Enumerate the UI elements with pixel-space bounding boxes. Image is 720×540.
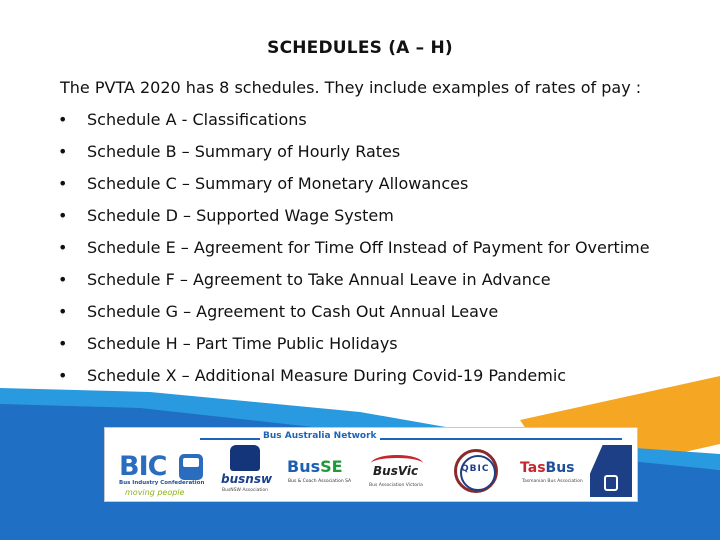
- bullet-icon: •: [58, 366, 68, 385]
- bullet-icon: •: [58, 270, 68, 289]
- list-item: [58, 138, 650, 170]
- banner-heading: [200, 432, 622, 443]
- busvic-logo-line: Bus Association Victoria: [369, 483, 423, 488]
- banner-heading-text: Bus Australia Network: [260, 431, 380, 441]
- list-item: [58, 202, 650, 234]
- list-item-text: Schedule C – Summary of Monetary Allowances: [87, 174, 469, 193]
- list-item: [58, 234, 650, 266]
- list-item: [58, 106, 650, 138]
- list-item-text: Schedule H – Part Time Public Holidays: [87, 334, 398, 353]
- list-item-text: Schedule F – Agreement to Take Annual Leave in Advance: [87, 270, 551, 289]
- list-item-text: Schedule G – Agreement to Cash Out Annual Leave: [87, 302, 499, 321]
- busvic-logo-name: BusVic: [373, 464, 419, 478]
- list-item-text: Schedule X – Additional Measure During Covid-19 Pandemic: [87, 366, 567, 385]
- bus-icon: [179, 454, 203, 480]
- list-item-text: Schedule D – Supported Wage System: [87, 206, 394, 225]
- bus-window-icon: [604, 475, 618, 491]
- busse-logo-line: Bus & Coach Association SA: [288, 479, 352, 484]
- list-item: [58, 298, 650, 330]
- intro-text: The PVTA 2020 has 8 schedules. They include examples of rates of pay :: [60, 78, 642, 97]
- bullet-icon: •: [58, 302, 68, 321]
- tasbus-logo-line: Tasmanian Bus Association: [522, 479, 583, 484]
- bullet-icon: •: [58, 238, 68, 257]
- bullet-icon: •: [58, 334, 68, 353]
- busse-logo: [285, 445, 351, 497]
- busnsw-logo-line: BusNSW Association: [222, 488, 269, 493]
- qbic-logo: [447, 445, 507, 497]
- busnsw-logo-name: busnsw: [221, 472, 273, 486]
- list-item: [58, 330, 650, 362]
- list-item-text: Schedule A - Classifications: [87, 110, 307, 129]
- list-item-text: Schedule B – Summary of Hourly Rates: [87, 142, 401, 161]
- bullet-icon: •: [58, 206, 68, 225]
- list-item: [58, 266, 650, 298]
- association-logo: [586, 445, 636, 497]
- busnsw-logo: [218, 445, 274, 497]
- bullet-icon: •: [58, 142, 68, 161]
- slide-title: SCHEDULES (A – H): [267, 38, 453, 58]
- bic-logo-tagline: moving people: [125, 488, 185, 497]
- qbic-logo-name: QBIC: [461, 464, 490, 474]
- bullet-icon: •: [58, 110, 68, 129]
- busvic-logo: [365, 445, 433, 497]
- bus-australia-network-banner: [104, 427, 638, 502]
- busnsw-emblem-icon: [230, 445, 260, 471]
- bic-logo: [117, 445, 209, 497]
- schedule-list: [58, 106, 650, 394]
- bullet-icon: •: [58, 174, 68, 193]
- tasbus-logo-name: TasBus: [520, 460, 575, 476]
- bic-logo-line: Bus Industry Confederation: [119, 480, 205, 486]
- list-item-text: Schedule E – Agreement for Time Off Instead of Payment for Overtime: [87, 238, 650, 257]
- list-item: [58, 362, 650, 394]
- tasbus-logo: [518, 445, 583, 497]
- busse-logo-name: BusSE: [287, 457, 343, 476]
- list-item: [58, 170, 650, 202]
- bic-logo-name: BIC: [119, 451, 167, 482]
